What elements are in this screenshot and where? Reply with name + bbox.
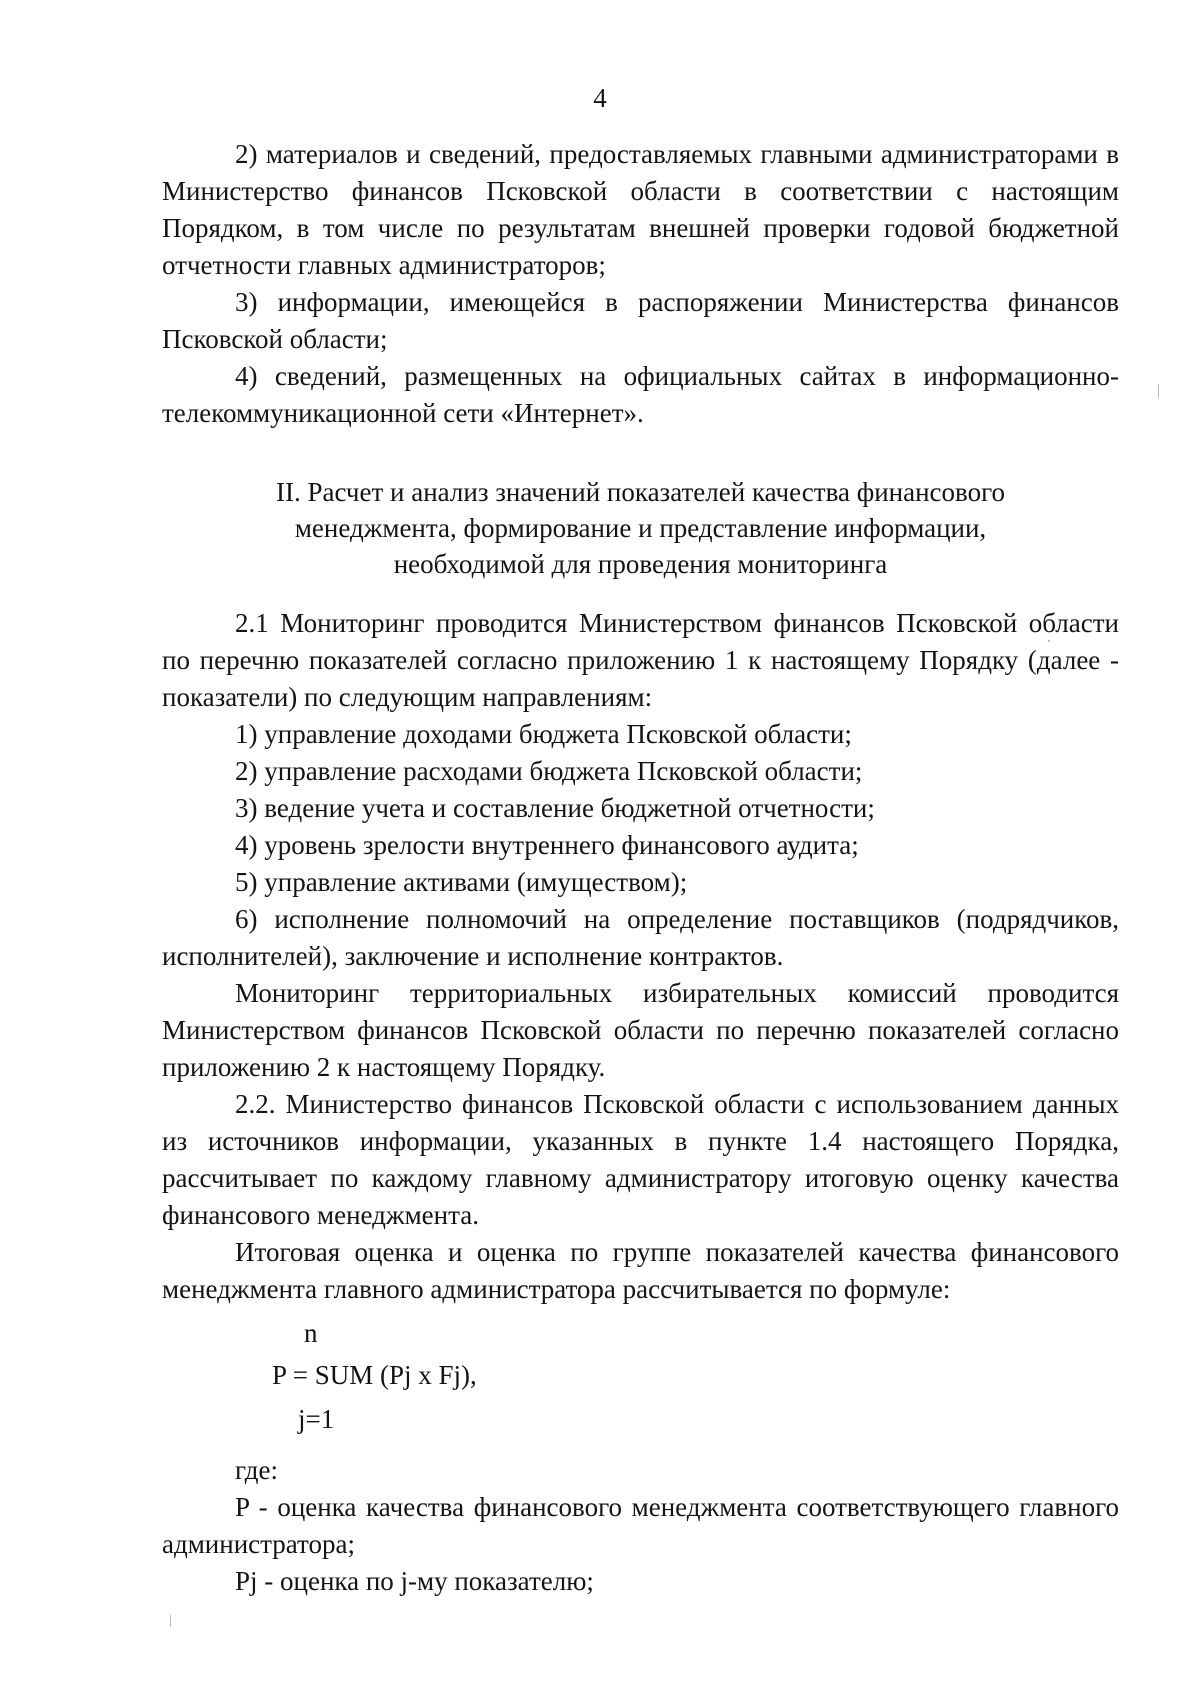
section-heading-line: II. Расчет и анализ значений показателей качества финансового	[276, 477, 1005, 507]
intro-paragraph: 4) сведений, размещенных на официальных сайтах в информационно-телекоммуникационной сети «Интернет».	[162, 361, 1119, 428]
formula	[0, 1315, 1200, 1445]
definition-line: Pj - оценка по j-му показателю;	[235, 1566, 594, 1596]
list-item: 2) управление расходами бюджета Псковской области;	[235, 756, 863, 786]
body-paragraph: 2.1 Мониторинг проводится Министерством финансов Псковской области по перечню показателей согласно приложению 1 к настоящему Порядку (далее - показатели) по следующим направлениям:	[162, 608, 1119, 712]
definition-line: где:	[235, 1455, 278, 1485]
list-item: 1) управление доходами бюджета Псковской области;	[235, 719, 852, 749]
list-item: 4) уровень зрелости внутреннего финансового аудита;	[235, 830, 859, 860]
intro-block	[162, 136, 1119, 432]
section-heading-line: необходимой для проведения мониторинга	[393, 549, 888, 579]
list-item: 6) исполнение полномочий на определение поставщиков (подрядчиков, исполнителей), заключение и исполнение контрактов.	[162, 904, 1119, 971]
definitions-block	[162, 1452, 1119, 1600]
definition-line: P - оценка качества финансового менеджмента соответствующего главного администратора;	[162, 1492, 1119, 1559]
formula-expression: P = SUM (Pj x Fj),	[272, 1360, 477, 1390]
body-paragraph: 2.2. Министерство финансов Псковской области с использованием данных из источников информации, указанных в пункте 1.4 настоящего Порядка, рассчитывает по каждому главному администратору итоговую оценку качества финансового менеджмента.	[162, 1089, 1119, 1230]
list-item: 3) ведение учета и составление бюджетной отчетности;	[235, 793, 875, 823]
section-heading	[162, 474, 1119, 582]
body-paragraph: Итоговая оценка и оценка по группе показателей качества финансового менеджмента главного администратора рассчитывается по формуле:	[162, 1237, 1119, 1304]
scan-mark	[1158, 384, 1159, 398]
section-body	[162, 605, 1119, 1308]
scan-mark	[170, 1615, 171, 1627]
section-heading-line: менеджмента, формирование и представление информации,	[294, 513, 987, 543]
formula-lower-limit: j=1	[298, 1404, 335, 1434]
formula-upper-limit: n	[304, 1318, 318, 1348]
body-paragraph: Мониторинг территориальных избирательных комиссий проводится Министерством финансов Псковской области по перечню показателей согласно приложению 2 к настоящему Порядку.	[162, 978, 1119, 1082]
scan-mark	[1048, 640, 1050, 642]
page-number: 4	[593, 83, 607, 113]
intro-paragraph: 2) материалов и сведений, предоставляемых главными администраторами в Министерство финансов Псковской области в соответствии с настоящим Порядком, в том числе по результатам внешней проверки годовой бюджетной отчетности главных администраторов;	[162, 139, 1119, 280]
list-item: 5) управление активами (имуществом);	[235, 867, 688, 897]
intro-paragraph: 3) информации, имеющейся в распоряжении Министерства финансов Псковской области;	[162, 287, 1119, 354]
